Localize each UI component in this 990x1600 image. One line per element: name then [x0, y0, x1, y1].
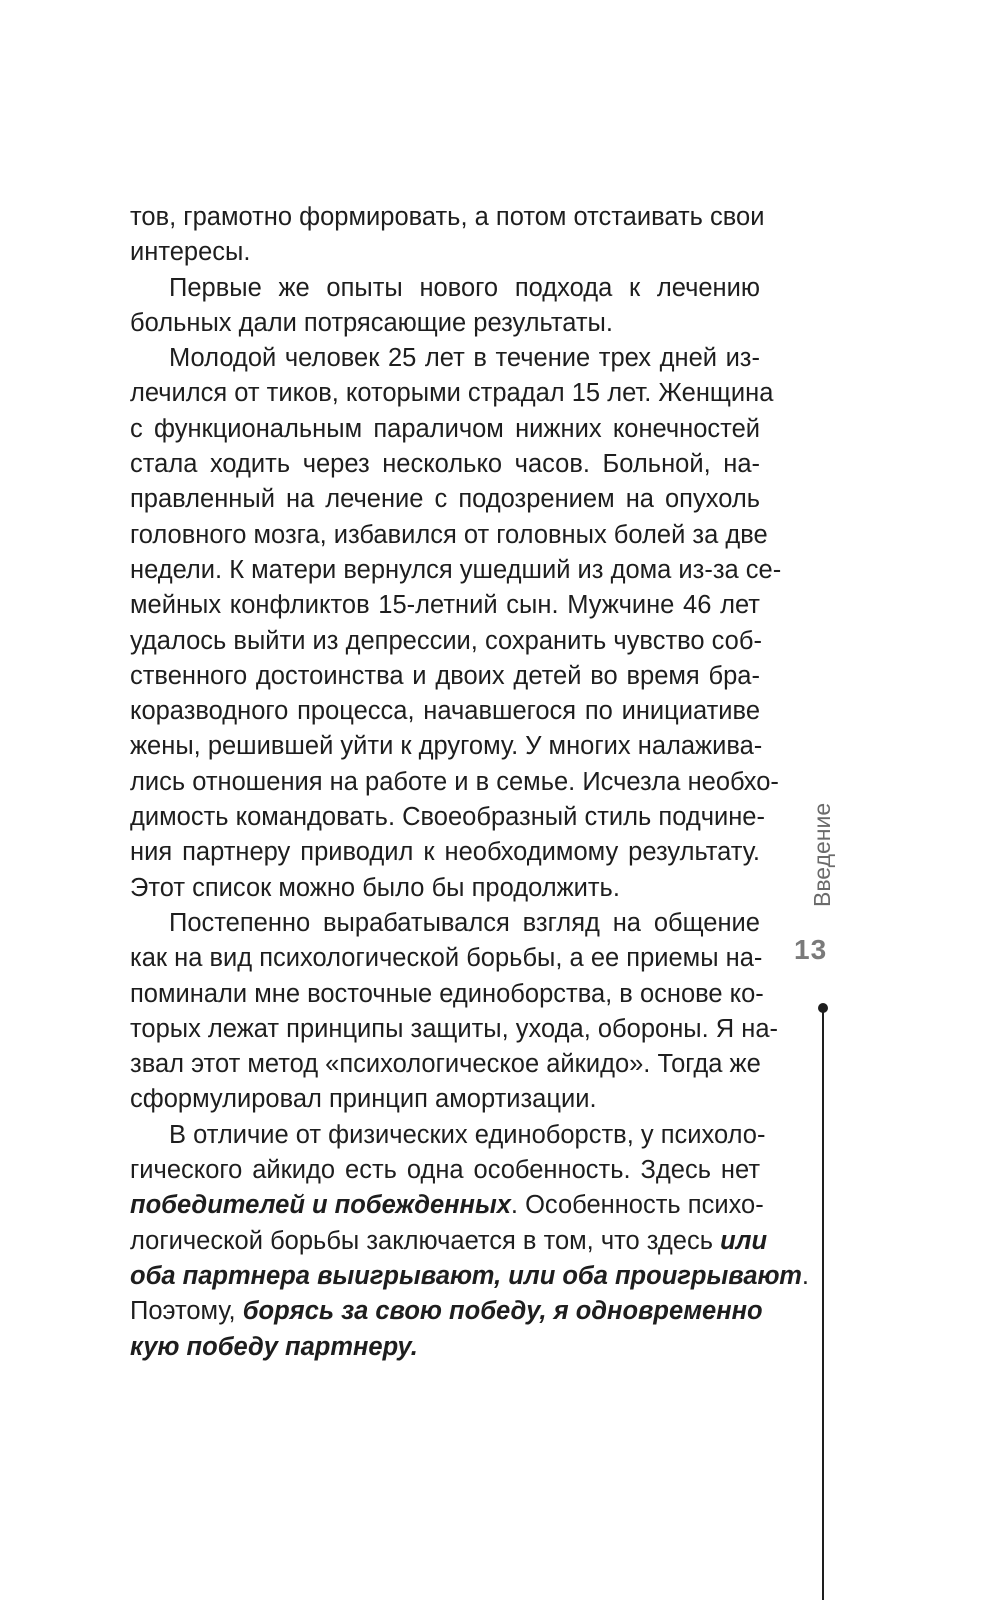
text-fragment: . Особенность психо- — [510, 1191, 764, 1220]
text-fragment: логической борьбы заключается в том, что здесь — [130, 1226, 721, 1255]
text-line: Этот список можно было бы продолжить. — [130, 873, 620, 902]
text-line: торых лежат принципы защиты, ухода, обороны. Я на- — [130, 1014, 779, 1043]
text-line: удалось выйти из депрессии, сохранить чувство соб- — [130, 626, 762, 655]
emphasis-text: борясь за свою победу, я одновременно — [242, 1297, 763, 1326]
text-line: ственного достоинства и двоих детей во время бра- — [130, 661, 760, 690]
text-line: звал этот метод «психологическое айкидо». Тогда же — [130, 1050, 761, 1079]
text-line: сформулировал принцип амортизации. — [130, 1085, 597, 1114]
text-line: недели. К матери вернулся ушедший из дома из-за се- — [130, 555, 782, 584]
section-label: Введение — [809, 802, 835, 907]
text-line — [130, 1330, 760, 1365]
text-line: Первые же опыты нового подхода к лечению — [169, 273, 760, 302]
text-line: поминали мне восточные единоборства, в основе ко- — [130, 979, 764, 1008]
text-line: жены, решившей уйти к другому. У многих налажива- — [130, 732, 763, 761]
text-line: мейных конфликтов 15-летний сын. Мужчине 46 лет — [130, 591, 760, 620]
text-fragment: . — [410, 1332, 418, 1361]
text-line — [130, 1294, 763, 1329]
vertical-rule — [822, 1010, 824, 1600]
emphasis-text: победителей и побежденных — [130, 1191, 511, 1220]
text-line: Молодой человек 25 лет в течение трех дней из- — [169, 344, 760, 373]
text-line: лись отношения на работе и в семье. Исчезла необхо- — [130, 767, 779, 796]
emphasis-text: кую победу партнеру — [130, 1332, 411, 1361]
page-body-text — [130, 200, 809, 1365]
text-line: головного мозга, избавился от головных болей за две — [130, 520, 768, 549]
text-line: Постепенно вырабатывался взгляд на общение — [169, 908, 760, 937]
text-line: интересы. — [130, 238, 251, 267]
text-fragment: . — [801, 1261, 809, 1290]
text-line: ния партнеру приводил к необходимому результату. — [130, 838, 760, 867]
text-line: стала ходить через несколько часов. Больной, на- — [130, 450, 760, 479]
text-line: лечился от тиков, которыми страдал 15 лет. Женщина — [130, 379, 774, 408]
text-line: В отличие от физических единоборств, у психоло- — [169, 1120, 766, 1149]
text-line — [130, 1188, 764, 1223]
text-line — [130, 1259, 809, 1294]
emphasis-text: оба партнера выигрывают, или оба проигрывают — [130, 1261, 802, 1290]
page-number: 13 — [794, 934, 828, 965]
text-line: коразводного процесса, начавшегося по инициативе — [130, 697, 760, 726]
emphasis-text: или — [720, 1226, 768, 1255]
text-line — [130, 1224, 768, 1259]
text-line: с функциональным параличом нижних конечностей — [130, 414, 760, 443]
text-fragment: Поэтому, — [130, 1297, 243, 1326]
text-line: димость командовать. Своеобразный стиль подчине- — [130, 803, 765, 832]
text-line: гического айкидо есть одна особенность. Здесь нет — [130, 1156, 760, 1185]
text-line: тов, грамотно формировать, а потом отстаивать свои — [130, 203, 765, 231]
text-line: больных дали потрясающие результаты. — [130, 308, 613, 337]
text-line: как на вид психологической борьбы, а ее приемы на- — [130, 944, 763, 973]
text-line: правленный на лечение с подозрением на опухоль — [130, 485, 760, 514]
